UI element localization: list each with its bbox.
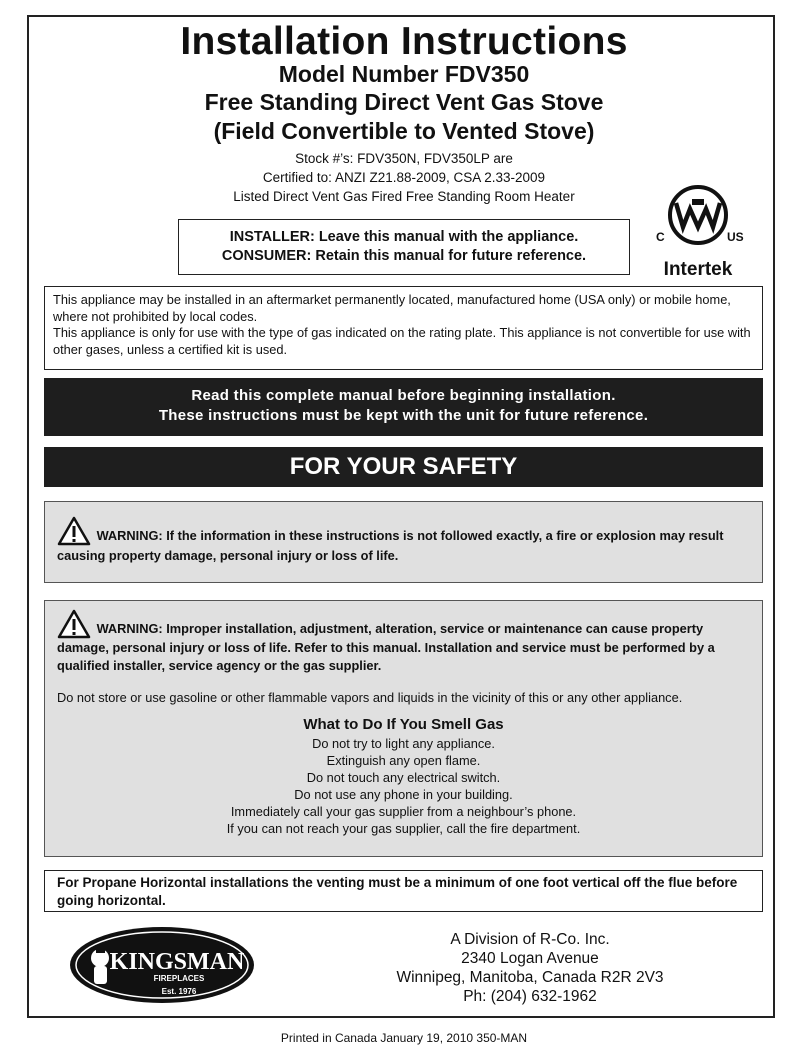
cert-left-mark: C bbox=[656, 230, 665, 244]
read-banner-line1: Read this complete manual before beginning installation. bbox=[191, 387, 616, 404]
installer-notice-box bbox=[178, 219, 630, 275]
brand-name: KINGSMAN bbox=[109, 949, 245, 975]
intertek-certification-logo bbox=[652, 183, 752, 283]
installation-notice bbox=[44, 286, 763, 370]
certification-standards: Certified to: ANZI Z21.88-2009, CSA 2.33-2009 bbox=[262, 170, 546, 185]
warning-label: WARNING: bbox=[96, 621, 163, 636]
notice-gas-type: This appliance is only for use with the type of gas indicated on the rating plate. This appliance is not convertible for use with other gases, unless a certified kit is used. bbox=[53, 325, 751, 357]
read-manual-banner bbox=[44, 378, 763, 436]
print-footer: Printed in Canada January 19, 2010 350-MAN bbox=[280, 1031, 528, 1045]
warning-triangle-icon bbox=[57, 516, 91, 546]
consumer-line: CONSUMER: Retain this manual for future reference. bbox=[221, 248, 587, 264]
conversion-note: (Field Convertible to Vented Stove) bbox=[213, 118, 595, 144]
warning-box-fire bbox=[44, 501, 763, 583]
warning-text: Improper installation, adjustment, alteration, service or maintenance can cause property damage, personal injury or loss of life. Refer to this manual. Installation and service must be performed by a qualified installer, service agency or the gas supplier. bbox=[57, 621, 715, 673]
intertek-wh-mark-icon bbox=[670, 187, 726, 243]
stock-numbers: Stock #’s: FDV350N, FDV350LP are bbox=[295, 151, 513, 166]
address-city: Winnipeg, Manitoba, Canada R2R 2V3 bbox=[396, 969, 664, 986]
page-title: Installation Instructions bbox=[180, 20, 628, 63]
warning-triangle-icon bbox=[57, 609, 91, 639]
read-banner-line2: These instructions must be kept with the unit for future reference. bbox=[158, 407, 649, 424]
kingsman-logo bbox=[67, 925, 257, 1005]
company-address bbox=[360, 930, 700, 1006]
brand-established: Est. 1976 bbox=[161, 987, 197, 996]
brand-tag: FIREPLACES bbox=[153, 974, 205, 983]
gas-step: Do not use any phone in your building. bbox=[294, 787, 513, 802]
model-number: Model Number FDV350 bbox=[278, 61, 530, 87]
installer-line: INSTALLER: Leave this manual with the appliance. bbox=[229, 229, 579, 245]
gas-step: Do not try to light any appliance. bbox=[312, 736, 495, 751]
cert-right-mark: US bbox=[727, 230, 744, 244]
warning-label: WARNING: bbox=[96, 528, 163, 543]
notice-manufactured-home: This appliance may be installed in an aftermarket permanently located, manufactured home (USA only) or mobile home, where not prohibited by local codes. bbox=[53, 292, 731, 324]
warning-text: If the information in these instructions is not followed exactly, a fire or explosion may result causing property damage, personal injury or loss of life. bbox=[57, 528, 724, 563]
address-division: A Division of R-Co. Inc. bbox=[450, 931, 610, 948]
cert-name: Intertek bbox=[663, 259, 733, 280]
gas-smell-heading: What to Do If You Smell Gas bbox=[303, 716, 504, 733]
product-name: Free Standing Direct Vent Gas Stove bbox=[204, 89, 604, 115]
gas-step: Immediately call your gas supplier from a neighbour’s phone. bbox=[230, 804, 577, 819]
address-street: 2340 Logan Avenue bbox=[461, 950, 599, 967]
safety-banner: FOR YOUR SAFETY bbox=[44, 447, 763, 487]
storage-warning: Do not store or use gasoline or other flammable vapors and liquids in the vicinity of this or any other appliance. bbox=[57, 690, 683, 705]
gas-step: If you can not reach your gas supplier, call the fire department. bbox=[226, 821, 581, 836]
gas-step: Extinguish any open flame. bbox=[326, 753, 481, 768]
warning-box-installation bbox=[44, 600, 763, 857]
propane-venting-note: For Propane Horizontal installations the venting must be a minimum of one foot vertical off the flue before going horizontal. bbox=[44, 870, 763, 912]
listing-description: Listed Direct Vent Gas Fired Free Standing Room Heater bbox=[233, 189, 575, 204]
address-phone: Ph: (204) 632-1962 bbox=[463, 988, 597, 1005]
gas-step: Do not touch any electrical switch. bbox=[306, 770, 501, 785]
